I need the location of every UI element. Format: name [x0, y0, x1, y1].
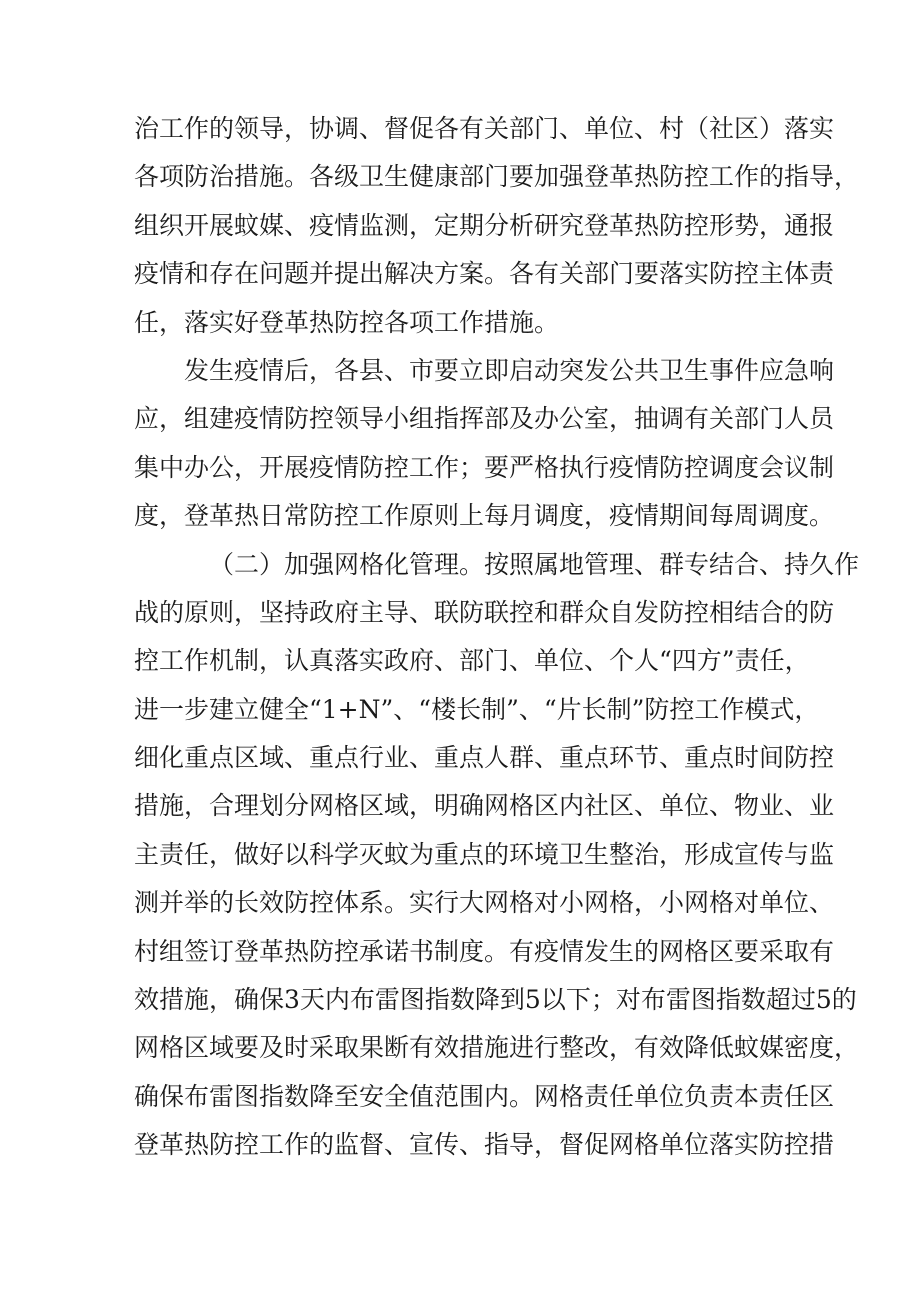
text-line: 确保布雷图指数降至安全值范围内。网格责任单位负责本责任区 [134, 1081, 835, 1111]
text-line: 主责任，做好以科学灭蚊为重点的环境卫生整治，形成宣传与监 [134, 839, 835, 869]
text-line: （二）加强网格化管理。按照属地管理、群专结合、持久作 [209, 549, 860, 579]
text-line: 村组签订登革热防控承诺书制度。有疫情发生的网格区要采取有 [134, 936, 835, 966]
text-line: 任，落实好登革热防控各项工作措施。 [134, 307, 560, 337]
text-line: 网格区域要及时采取果断有效措施进行整改，有效降低蚊媒密度， [134, 1033, 860, 1063]
text-line: 效措施，确保3天内布雷图指数降到5以下；对布雷图指数超过5的 [134, 985, 857, 1015]
text-line: 控工作机制，认真落实政府、部门、单位、个人“四方”责任， [134, 646, 810, 676]
text-line: 集中办公，开展疫情防控工作；要严格执行疫情防控调度会议制 [134, 452, 835, 482]
text-line: 疫情和存在问题并提出解决方案。各有关部门要落实防控主体责 [134, 259, 835, 289]
text-line: 登革热防控工作的监督、宣传、指导，督促网格单位落实防控措 [134, 1130, 835, 1160]
text-line: 细化重点区域、重点行业、重点人群、重点环节、重点时间防控 [134, 743, 835, 773]
text-line: 发生疫情后，各县、市要立即启动突发公共卫生事件应急响 [184, 355, 835, 385]
text-line: 测并举的长效防控体系。实行大网格对小网格，小网格对单位、 [134, 888, 835, 918]
text-line: 应，组建疫情防控领导小组指挥部及办公室，抽调有关部门人员 [134, 404, 835, 434]
text-line: 措施，合理划分网格区域，明确网格区内社区、单位、物业、业 [134, 791, 835, 821]
text-line: 进一步建立健全“1+N”、“楼长制”、“片长制”防控工作模式， [134, 694, 820, 724]
text-line: 战的原则，坚持政府主导、联防联控和群众自发防控相结合的防 [134, 597, 835, 627]
text-line: 度，登革热日常防控工作原则上每月调度，疫情期间每周调度。 [134, 501, 835, 531]
text-line: 各项防治措施。各级卫生健康部门要加强登革热防控工作的指导， [134, 162, 860, 192]
document-body [134, 105, 860, 1170]
text-line: 组织开展蚊媒、疫情监测，定期分析研究登革热防控形势，通报 [134, 210, 835, 240]
text-line: 治工作的领导，协调、督促各有关部门、单位、村（社区）落实 [134, 114, 835, 143]
